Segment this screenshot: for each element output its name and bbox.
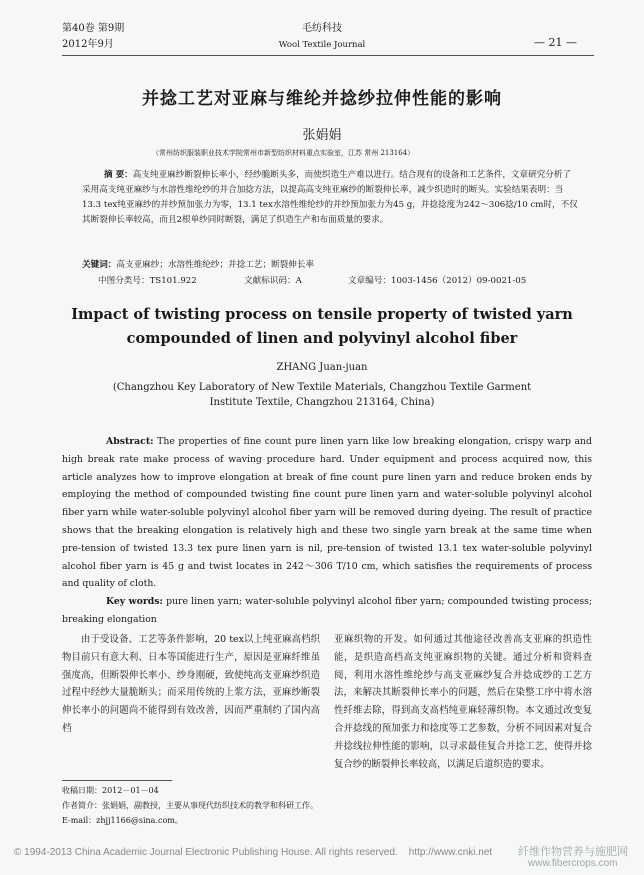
keywords-cn-label: 关键词： bbox=[82, 260, 117, 270]
article-number-label: 文章编号： bbox=[348, 276, 391, 286]
abstract-en-text: The properties of fine count pure linen yarn like low breaking elongation, crispy warp and high break rate make process of waving procedure hard. Under equipment and process acquired now, this article analyzes how to improve elongation at break of fine count pure linen yarn and reduce broken ends by employing the method of compounded twisting fine count pure linen yarn and water-soluble polyvinyl alcohol fiber yarn while water-soluble polyvinyl alcohol fiber yarn will be removed during dyeing. The result of practice shows that the breaking elongation is relatively high and these two single yarn break at the same time when pre-tension of twisted 13.3 tex pure linen yarn is nil, pre-tension of twisted 13.1 tex water-soluble polyvinyl alcohol fiber yarn is 45 g and twist locates in 242～306 T/10 cm, which satisfies the requirements of process and quality of cloth. bbox=[62, 436, 592, 590]
clc-label: 中图分类号： bbox=[98, 276, 150, 286]
author-en: ZHANG Juan-juan bbox=[276, 362, 368, 373]
header-journal-cn: 毛纺科技 bbox=[302, 23, 342, 34]
watermark-url: www.fibercrops.com bbox=[528, 858, 618, 869]
header-volume-issue: 第40卷 第9期 bbox=[62, 23, 125, 34]
article-number bbox=[348, 274, 526, 289]
affiliation-cn: （常州纺织服装职业技术学院常州市新型纺织材料重点实验室，江苏 常州 213164） bbox=[152, 149, 415, 157]
abstract-cn bbox=[82, 168, 578, 228]
header-rule bbox=[62, 55, 594, 56]
affiliation-en bbox=[0, 380, 644, 410]
keywords-en-label: Key words: bbox=[106, 596, 163, 608]
doc-code-value: A bbox=[295, 276, 302, 286]
abstract-cn-label: 摘 要： bbox=[104, 170, 133, 180]
author-info-text: 张娟娟，副教授，主要从事现代纺织技术的教学和科研工作。E-mail：zhjj1166@sina.com。 bbox=[62, 801, 318, 825]
doc-code-label: 文献标识码： bbox=[244, 276, 296, 286]
author-info-label: 作者简介： bbox=[62, 801, 102, 810]
keywords-en-text: pure linen yarn; water-soluble polyvinyl alcohol fiber yarn; compounded twisting process; breaking elongation bbox=[62, 596, 592, 625]
article-number-value: 1003-1456（2012）09-0021-05 bbox=[390, 276, 527, 286]
title-en: Impact of twisting process on tensile property of twisted yarn compounded of linen and polyvinyl alcohol fiber bbox=[71, 306, 573, 347]
received-label: 收稿日期： bbox=[62, 786, 102, 795]
footnotes bbox=[62, 783, 322, 828]
affiliation-en-line2: Institute Textile, Changzhou 213164, China) bbox=[209, 397, 435, 408]
title-cn: 并捻工艺对亚麻与维纶并捻纱拉伸性能的影响 bbox=[142, 89, 502, 109]
abstract-cn-text: 高支纯亚麻纱断裂伸长率小，经纱脆断头多，而使织造生产难以进行。结合现有的设备和工艺条件，文章研究分析了采用高支纯亚麻纱与水溶性维纶纱的并合加捻方法，以提高高支纯亚麻纱的断裂伸长率，减少织造时的断头。实验结果表明：当13.3 tex纯亚麻纱的并纱预加张力为零，13.1 tex水溶性维纶纱的并纱预加张力为45 g，并捻捻度为242～306捻/10 cm时，不仅其断裂伸长率较高，而且2根单纱同时断裂，满足了织造生产和布面质量的要求。 bbox=[82, 170, 578, 225]
body-left-column: 由于受设备、工艺等条件影响，20 tex以上纯亚麻高档织物目前只有意大利、日本等国能进行生产，原因是亚麻纤维虽强度高，但断裂伸长率小、纱身刚硬，致使纯高支亚麻纱织造过程中经纱大量脆断头；而采用传统的上浆方法，亚麻纱断裂伸长率小的问题尚不能得到有效改善，因而严重制约了国内高档 bbox=[62, 634, 320, 734]
body-right-column: 亚麻织物的开发。如何通过其他途径改善高支亚麻的织造性能，是织造高档高支纯亚麻织物的关键。通过分析和资料查阅，利用水溶性维纶纱与高支亚麻纱复合并捻成纱的工艺方法，来解决其断裂伸长率小的问题，然后在染整工序中将水溶性纤维去除，得到高支高档纯亚麻轻薄织物。本文通过改变复合并捻线的预加张力和捻度等工艺参数，分析不同因素对复合并捻线拉伸性能的影响，以寻求最佳复合并捻工艺，使得并捻复合纱的断裂伸长率较高，以满足后道织造的要求。 bbox=[334, 634, 592, 770]
keywords-cn bbox=[82, 258, 578, 273]
header-journal-en: Wool Textile Journal bbox=[278, 40, 366, 50]
footnote-rule bbox=[62, 780, 172, 781]
abstract-en-label: Abstract: bbox=[106, 436, 154, 447]
clc bbox=[98, 274, 197, 289]
clc-value: TS101.922 bbox=[149, 276, 197, 286]
abstract-en bbox=[62, 433, 592, 629]
copyright-footer: © 1994-2013 China Academic Journal Electronic Publishing House. All rights reserved. http://www.cnki.net bbox=[14, 847, 493, 858]
doc-code bbox=[244, 274, 302, 289]
keywords-cn-text: 高支亚麻纱；水溶性维纶纱；并捻工艺；断裂伸长率 bbox=[116, 260, 315, 270]
affiliation-en-line1: (Changzhou Key Laboratory of New Textile Materials, Changzhou Textile Garment bbox=[112, 382, 532, 393]
received-date: 2012－01－04 bbox=[102, 786, 159, 795]
header-date: 2012年9月 bbox=[62, 39, 114, 50]
watermark-cn: 纤维作物营养与施肥网 bbox=[518, 846, 628, 858]
author-cn: 张娟娟 bbox=[302, 128, 342, 143]
header-page-number: — 21 — bbox=[534, 36, 577, 49]
